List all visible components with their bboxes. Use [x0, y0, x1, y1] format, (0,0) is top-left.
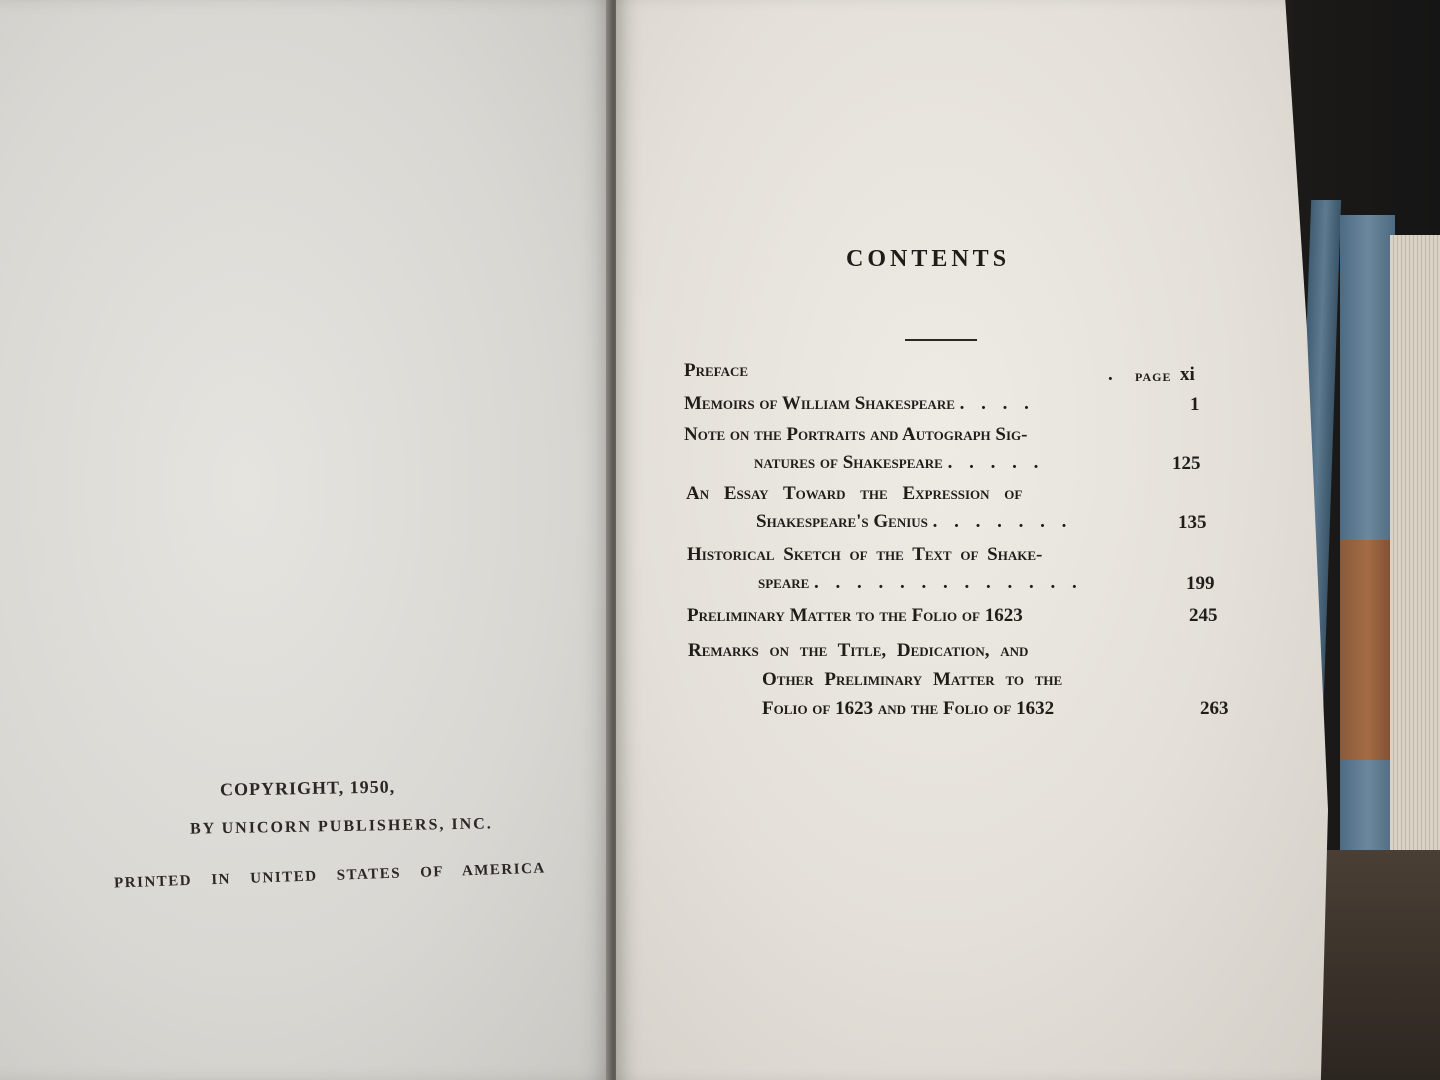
- toc-entry-remarks-cont: [762, 669, 1062, 691]
- toc-title: Historical Sketch of the Text of Shake-: [687, 544, 1043, 565]
- toc-entry-historical: [687, 544, 1042, 566]
- toc-entry-memoirs: [684, 393, 1035, 415]
- toc-title: Note on the Portraits and Autograph Sig-: [684, 424, 1028, 445]
- toc-dots: . . . . . . . . . . . . .: [814, 572, 1083, 593]
- book-spine-orange: [1340, 540, 1395, 760]
- toc-dots: . . . . .: [947, 452, 1045, 473]
- printed-line: PRINTED IN UNITED STATES OF AMERICA: [113, 860, 546, 892]
- page-edges: [1390, 235, 1440, 855]
- toc-entry-preface: [684, 360, 748, 382]
- toc-entry-remarks: [688, 640, 1028, 662]
- toc-title-cont: Shakespeare's Genius: [756, 511, 928, 532]
- toc-title-cont: Folio of 1623 and the Folio of 1632: [762, 698, 1055, 719]
- toc-entry-preliminary: [687, 605, 1023, 627]
- toc-dots: .: [1108, 364, 1119, 385]
- right-page: [616, 0, 1328, 1080]
- toc-entry-historical-cont: [758, 572, 1083, 594]
- toc-title: Preliminary Matter to the Folio of 1623: [687, 605, 1023, 626]
- toc-entry-portraits-cont: [754, 452, 1044, 474]
- shelf-base: [1320, 850, 1440, 1080]
- left-page: [0, 0, 612, 1080]
- toc-dots: . . . .: [959, 393, 1035, 414]
- heading-rule: [905, 339, 977, 341]
- toc-page-number: xi: [1180, 364, 1195, 385]
- toc-entry-essay: [686, 483, 1022, 505]
- toc-dots: . . . . . . .: [932, 511, 1073, 532]
- toc-page-number: 135: [1178, 512, 1207, 533]
- toc-page-number: 263: [1200, 698, 1229, 719]
- toc-entry-portraits: [684, 424, 1027, 446]
- toc-entry-essay-cont: [756, 511, 1072, 533]
- copyright-line: COPYRIGHT, 1950,: [219, 776, 396, 800]
- toc-entry-remarks-cont2: [762, 698, 1054, 720]
- toc-title: An Essay Toward the Expression of: [686, 483, 1023, 504]
- toc-page-number: 245: [1189, 605, 1218, 626]
- toc-title: Preface: [684, 360, 749, 381]
- toc-title: Memoirs of William Shakespeare: [684, 393, 955, 414]
- toc-title-cont: natures of Shakespeare: [754, 452, 943, 473]
- toc-page-number: 125: [1172, 453, 1201, 474]
- toc-title-cont: speare: [758, 572, 810, 593]
- toc-page-number: 199: [1186, 573, 1215, 594]
- contents-heading: CONTENTS: [846, 246, 1011, 272]
- page-label: PAGE: [1135, 370, 1172, 384]
- publisher-line: BY UNICORN PUBLISHERS, INC.: [189, 815, 493, 838]
- toc-page-number: 1: [1190, 394, 1200, 415]
- toc-title: Remarks on the Title, Dedication, and: [688, 640, 1029, 661]
- toc-title-cont: Other Preliminary Matter to the: [762, 669, 1063, 690]
